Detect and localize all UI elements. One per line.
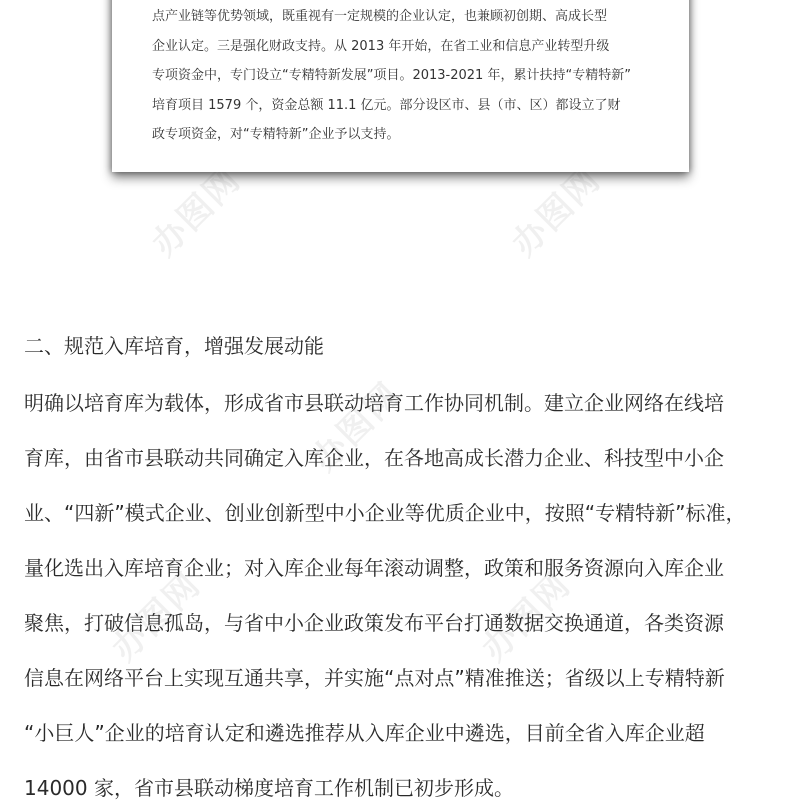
paragraph-line: 业、“四新”模式企业、创业创新型中小企业等优质企业中，按照“专精特新”标准， bbox=[24, 501, 746, 525]
card-text-line: 专项资金中，专门设立“专精特新发展”项目。2013-2021 年，累计扶持“专精特新” bbox=[152, 68, 631, 83]
paragraph-line: 育库，由省市县联动共同确定入库企业，在各地高成长潜力企业、科技型中小企 bbox=[24, 446, 724, 470]
paragraph-line: 聚焦，打破信息孤岛，与省中小企业政策发布平台打通数据交换通道，各类资源 bbox=[24, 611, 724, 635]
card-text-line: 政专项资金，对“专精特新”企业予以支持。 bbox=[152, 127, 400, 142]
watermark: 办图网 bbox=[104, 564, 209, 670]
quote-card-text bbox=[152, 2, 672, 150]
card-text-line: 培育项目 1579 个，资金总额 11.1 亿元。部分设区市、县（市、区）都设立了财 bbox=[152, 97, 621, 113]
quote-card bbox=[112, 0, 689, 172]
card-text-line: 点产业链等优势领域，既重视有一定规模的企业认定，也兼顾初创期、高成长型 bbox=[152, 9, 608, 24]
watermark: 办图网 bbox=[504, 159, 609, 265]
section-heading: 二、规范入库培育，增强发展动能 bbox=[24, 334, 324, 358]
watermark: 办图网 bbox=[474, 564, 579, 670]
card-text-line: 企业认定。三是强化财政支持。从 2013 年开始，在省工业和信息产业转型升级 bbox=[152, 38, 610, 54]
paragraph-line: 明确以培育库为载体，形成省市县联动培育工作协同机制。建立企业网络在线培 bbox=[24, 391, 724, 415]
paragraph-line: “小巨人”企业的培育认定和遴选推荐从入库企业中遴选，目前全省入库企业超 bbox=[24, 721, 705, 745]
body-paragraph bbox=[24, 380, 784, 800]
paragraph-line: 14000 家，省市县联动梯度培育工作机制已初步形成。 bbox=[24, 776, 514, 800]
paragraph-line: 信息在网络平台上实现互通共享，并实施“点对点”精准推送；省级以上专精特新 bbox=[24, 666, 725, 690]
watermark: 办图网 bbox=[144, 159, 249, 265]
watermark: 办图网 bbox=[304, 374, 409, 480]
paragraph-line: 量化选出入库培育企业；对入库企业每年滚动调整，政策和服务资源向入库企业 bbox=[24, 556, 724, 580]
